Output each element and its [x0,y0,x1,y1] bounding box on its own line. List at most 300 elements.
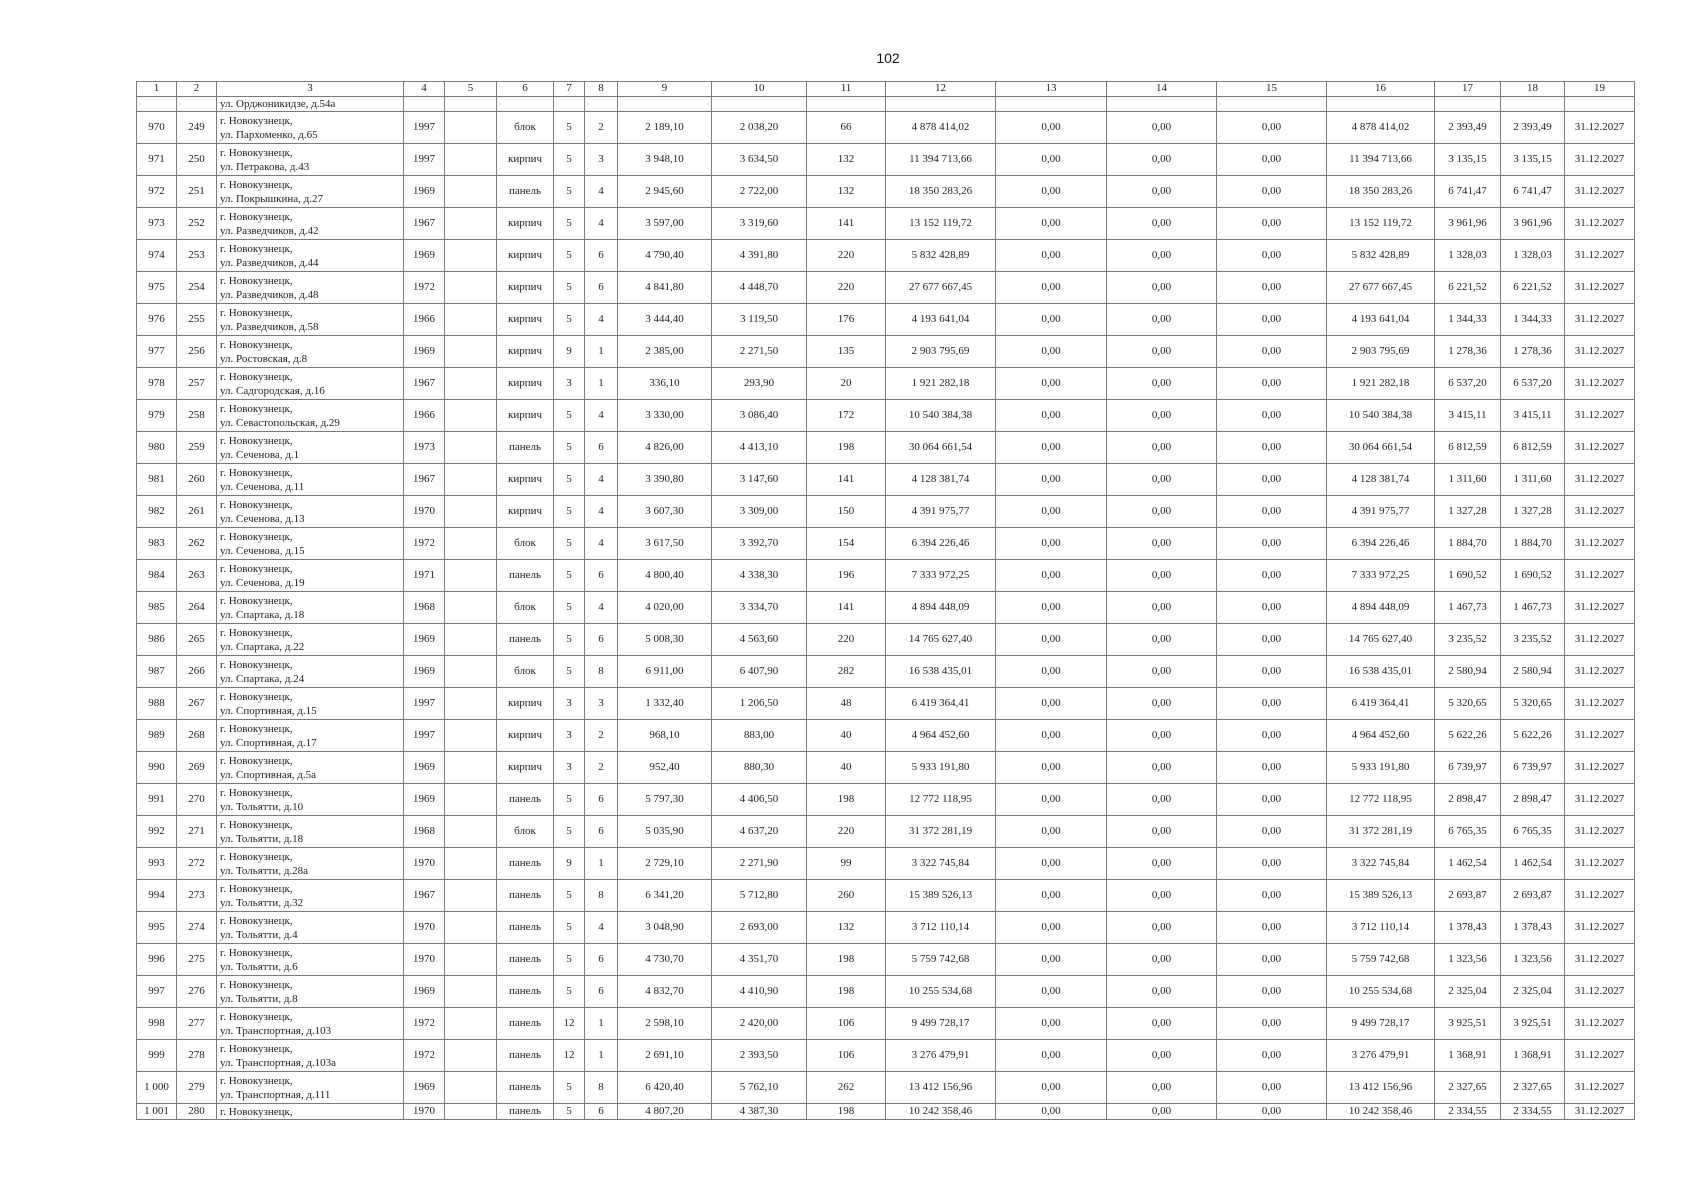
sub-number: 256 [177,336,217,368]
year-built: 1997 [404,144,445,176]
total-area: 3 390,80 [618,464,712,496]
floors: 5 [554,1104,585,1120]
col-15: 0,00 [1217,976,1327,1008]
col-14: 0,00 [1107,528,1217,560]
col-14: 0,00 [1107,912,1217,944]
floors: 3 [554,368,585,400]
address-street: ул. Транспортная, д.111 [220,1088,331,1101]
col-14: 0,00 [1107,432,1217,464]
deadline: 31.12.2027 [1565,976,1635,1008]
total-area: 4 841,80 [618,272,712,304]
sub-number: 253 [177,240,217,272]
living-area: 3 147,60 [712,464,807,496]
table-row [137,976,1635,1008]
column-number-header: 16 [1327,82,1435,97]
wall-material: панель [497,848,554,880]
row-number: 974 [137,240,177,272]
row-number: 990 [137,752,177,784]
col-5 [445,112,497,144]
total-area: 4 730,70 [618,944,712,976]
deadline: 31.12.2027 [1565,240,1635,272]
max-cost-per-sqm: 1 278,36 [1501,336,1565,368]
max-cost-per-sqm: 1 462,54 [1501,848,1565,880]
residents: 141 [807,464,886,496]
residents: 172 [807,400,886,432]
cont-cell [1565,97,1635,112]
column-number-header: 17 [1435,82,1501,97]
entrances: 6 [585,784,618,816]
living-area: 4 406,50 [712,784,807,816]
col-16: 3 712 110,14 [1327,912,1435,944]
col-13: 0,00 [996,1008,1107,1040]
wall-material: кирпич [497,368,554,400]
total-area: 6 911,00 [618,656,712,688]
sub-number: 278 [177,1040,217,1072]
residents: 176 [807,304,886,336]
table-row [137,784,1635,816]
total-area: 4 790,40 [618,240,712,272]
total-cost: 30 064 661,54 [886,432,996,464]
sub-number: 277 [177,1008,217,1040]
residents: 260 [807,880,886,912]
max-cost-per-sqm: 6 765,35 [1501,816,1565,848]
entrances: 8 [585,656,618,688]
total-area: 4 800,40 [618,560,712,592]
col-5 [445,368,497,400]
max-cost-per-sqm: 6 221,52 [1501,272,1565,304]
living-area: 4 387,30 [712,1104,807,1120]
deadline: 31.12.2027 [1565,1008,1635,1040]
col-14: 0,00 [1107,464,1217,496]
address-city: г. Новокузнецк, [220,178,293,191]
col-14: 0,00 [1107,1008,1217,1040]
entrances: 4 [585,208,618,240]
deadline: 31.12.2027 [1565,176,1635,208]
address-street: ул. Тольятти, д.10 [220,800,304,813]
col-14: 0,00 [1107,816,1217,848]
column-number-header: 12 [886,82,996,97]
address-street: ул. Спортивная, д.17 [220,736,317,749]
address-street: ул. Тольятти, д.18 [220,832,304,845]
wall-material: панель [497,1040,554,1072]
residents: 141 [807,208,886,240]
col-14: 0,00 [1107,592,1217,624]
col-16: 13 152 119,72 [1327,208,1435,240]
deadline: 31.12.2027 [1565,208,1635,240]
cost-per-sqm: 1 467,73 [1435,592,1501,624]
address-street: ул. Сеченова, д.11 [220,480,305,493]
year-built: 1970 [404,496,445,528]
col-15: 0,00 [1217,400,1327,432]
residents: 282 [807,656,886,688]
table-row [137,528,1635,560]
deadline: 31.12.2027 [1565,784,1635,816]
residents: 198 [807,784,886,816]
residents: 106 [807,1008,886,1040]
floors: 5 [554,496,585,528]
sub-number: 280 [177,1104,217,1120]
entrances: 8 [585,1072,618,1104]
total-cost: 31 372 281,19 [886,816,996,848]
col-14: 0,00 [1107,368,1217,400]
row-number: 977 [137,336,177,368]
year-built: 1997 [404,720,445,752]
residents: 99 [807,848,886,880]
living-area: 5 762,10 [712,1072,807,1104]
address-street: ул. Разведчиков, д.58 [220,320,319,333]
living-area: 3 119,50 [712,304,807,336]
cont-cell [497,97,554,112]
address-street: ул. Сеченова, д.1 [220,448,300,461]
year-built: 1997 [404,112,445,144]
cost-per-sqm: 3 415,11 [1435,400,1501,432]
living-area: 4 338,30 [712,560,807,592]
address [217,560,404,592]
col-16: 7 333 972,25 [1327,560,1435,592]
table-row [137,880,1635,912]
sub-number: 250 [177,144,217,176]
cost-per-sqm: 2 393,49 [1435,112,1501,144]
living-area: 4 563,60 [712,624,807,656]
total-cost: 4 193 641,04 [886,304,996,336]
sub-number: 275 [177,944,217,976]
col-15: 0,00 [1217,592,1327,624]
col-14: 0,00 [1107,752,1217,784]
col-13: 0,00 [996,912,1107,944]
sub-number: 259 [177,432,217,464]
table-row [137,112,1635,144]
col-15: 0,00 [1217,1104,1327,1120]
col-16: 4 964 452,60 [1327,720,1435,752]
col-16: 14 765 627,40 [1327,624,1435,656]
year-built: 1967 [404,208,445,240]
address-street: ул. Сеченова, д.13 [220,512,305,525]
address-street: ул. Транспортная, д.103 [220,1024,332,1037]
max-cost-per-sqm: 5 622,26 [1501,720,1565,752]
living-area: 4 413,10 [712,432,807,464]
address-city: г. Новокузнецк, [220,1074,293,1087]
col-5 [445,880,497,912]
address-street: ул. Сеченова, д.15 [220,544,305,557]
col-13: 0,00 [996,272,1107,304]
sub-number: 266 [177,656,217,688]
address-city: г. Новокузнецк, [220,562,293,575]
deadline: 31.12.2027 [1565,688,1635,720]
row-number: 982 [137,496,177,528]
year-built: 1967 [404,464,445,496]
address-city: г. Новокузнецк, [220,466,293,479]
max-cost-per-sqm: 1 884,70 [1501,528,1565,560]
col-15: 0,00 [1217,496,1327,528]
col-15: 0,00 [1217,560,1327,592]
address-street: ул. Тольятти, д.32 [220,896,304,909]
total-area: 4 832,70 [618,976,712,1008]
col-16: 1 921 282,18 [1327,368,1435,400]
table-row [137,1008,1635,1040]
floors: 5 [554,176,585,208]
max-cost-per-sqm: 3 135,15 [1501,144,1565,176]
col-13: 0,00 [996,656,1107,688]
row-number: 992 [137,816,177,848]
col-14: 0,00 [1107,1104,1217,1120]
row-number: 978 [137,368,177,400]
address [217,336,404,368]
address-street: ул. Разведчиков, д.42 [220,224,319,237]
year-built: 1969 [404,624,445,656]
floors: 5 [554,656,585,688]
column-number-header: 18 [1501,82,1565,97]
column-numbers-row [137,82,1635,97]
col-15: 0,00 [1217,240,1327,272]
col-13: 0,00 [996,976,1107,1008]
floors: 5 [554,976,585,1008]
address-city: г. Новокузнецк, [220,338,293,351]
col-14: 0,00 [1107,880,1217,912]
wall-material: кирпич [497,464,554,496]
address [217,112,404,144]
address [217,1040,404,1072]
max-cost-per-sqm: 2 693,87 [1501,880,1565,912]
max-cost-per-sqm: 3 961,96 [1501,208,1565,240]
col-14: 0,00 [1107,656,1217,688]
sub-number: 260 [177,464,217,496]
cost-per-sqm: 1 368,91 [1435,1040,1501,1072]
address-street: ул. Тольятти, д.4 [220,928,298,941]
address [217,912,404,944]
table-row [137,368,1635,400]
year-built: 1969 [404,1072,445,1104]
col-16: 12 772 118,95 [1327,784,1435,816]
deadline: 31.12.2027 [1565,944,1635,976]
address-street: ул. Спортивная, д.5а [220,768,317,781]
address [217,880,404,912]
col-15: 0,00 [1217,464,1327,496]
address-city: г. Новокузнецк, [220,594,293,607]
table-row [137,912,1635,944]
col-13: 0,00 [996,528,1107,560]
column-number-header: 14 [1107,82,1217,97]
row-number: 986 [137,624,177,656]
wall-material: панель [497,176,554,208]
floors: 3 [554,720,585,752]
year-built: 1970 [404,1104,445,1120]
col-5 [445,496,497,528]
floors: 5 [554,144,585,176]
address [217,272,404,304]
sub-number: 276 [177,976,217,1008]
address [217,176,404,208]
total-area: 3 948,10 [618,144,712,176]
total-cost: 27 677 667,45 [886,272,996,304]
year-built: 1967 [404,368,445,400]
row-number: 976 [137,304,177,336]
address-street: ул. Спортивная, д.15 [220,704,317,717]
total-area: 2 385,00 [618,336,712,368]
col-14: 0,00 [1107,688,1217,720]
col-5 [445,528,497,560]
col-15: 0,00 [1217,944,1327,976]
sub-number: 272 [177,848,217,880]
col-15: 0,00 [1217,304,1327,336]
col-16: 10 540 384,38 [1327,400,1435,432]
address-city: г. Новокузнецк, [220,882,293,895]
row-number: 970 [137,112,177,144]
entrances: 4 [585,304,618,336]
wall-material: панель [497,944,554,976]
col-15: 0,00 [1217,880,1327,912]
max-cost-per-sqm: 6 739,97 [1501,752,1565,784]
col-5 [445,720,497,752]
row-number: 973 [137,208,177,240]
deadline: 31.12.2027 [1565,816,1635,848]
col-15: 0,00 [1217,848,1327,880]
col-16: 6 419 364,41 [1327,688,1435,720]
col-14: 0,00 [1107,496,1217,528]
deadline: 31.12.2027 [1565,880,1635,912]
table-row [137,496,1635,528]
col-13: 0,00 [996,432,1107,464]
column-number-header: 7 [554,82,585,97]
table-row [137,560,1635,592]
wall-material: кирпич [497,720,554,752]
wall-material: блок [497,112,554,144]
deadline: 31.12.2027 [1565,496,1635,528]
col-16: 31 372 281,19 [1327,816,1435,848]
col-16: 27 677 667,45 [1327,272,1435,304]
col-13: 0,00 [996,720,1107,752]
cost-per-sqm: 6 741,47 [1435,176,1501,208]
col-15: 0,00 [1217,112,1327,144]
max-cost-per-sqm: 6 537,20 [1501,368,1565,400]
row-number: 997 [137,976,177,1008]
col-16: 3 322 745,84 [1327,848,1435,880]
col-5 [445,784,497,816]
floors: 5 [554,912,585,944]
total-area: 5 035,90 [618,816,712,848]
total-area: 3 048,90 [618,912,712,944]
col-14: 0,00 [1107,848,1217,880]
address-city: г. Новокузнецк, [220,914,293,927]
deadline: 31.12.2027 [1565,624,1635,656]
floors: 5 [554,528,585,560]
living-area: 4 448,70 [712,272,807,304]
column-number-header: 10 [712,82,807,97]
table-row [137,592,1635,624]
floors: 5 [554,624,585,656]
living-area: 4 351,70 [712,944,807,976]
table-row [137,656,1635,688]
deadline: 31.12.2027 [1565,752,1635,784]
col-16: 9 499 728,17 [1327,1008,1435,1040]
living-area: 883,00 [712,720,807,752]
address-city: г. Новокузнецк, [220,498,293,511]
deadline: 31.12.2027 [1565,272,1635,304]
col-16: 15 389 526,13 [1327,880,1435,912]
living-area: 4 391,80 [712,240,807,272]
wall-material: кирпич [497,272,554,304]
living-area: 1 206,50 [712,688,807,720]
max-cost-per-sqm: 3 415,11 [1501,400,1565,432]
row-number: 979 [137,400,177,432]
address [217,400,404,432]
total-area: 3 330,00 [618,400,712,432]
col-13: 0,00 [996,176,1107,208]
residents: 132 [807,912,886,944]
entrances: 4 [585,400,618,432]
entrances: 6 [585,944,618,976]
address-street: ул. Севастопольская, д.29 [220,416,340,429]
wall-material: кирпич [497,688,554,720]
entrances: 3 [585,688,618,720]
table-row [137,464,1635,496]
col-13: 0,00 [996,336,1107,368]
total-cost: 6 419 364,41 [886,688,996,720]
column-number-header: 8 [585,82,618,97]
total-cost: 10 540 384,38 [886,400,996,432]
address-street: ул. Транспортная, д.103а [220,1056,337,1069]
col-14: 0,00 [1107,112,1217,144]
total-cost: 4 964 452,60 [886,720,996,752]
col-14: 0,00 [1107,272,1217,304]
sub-number: 269 [177,752,217,784]
address-street: ул. Покрышкина, д.27 [220,192,324,205]
max-cost-per-sqm: 2 898,47 [1501,784,1565,816]
col-16: 18 350 283,26 [1327,176,1435,208]
column-number-header: 4 [404,82,445,97]
residents: 220 [807,624,886,656]
sub-number: 279 [177,1072,217,1104]
col-13: 0,00 [996,688,1107,720]
col-15: 0,00 [1217,784,1327,816]
col-5 [445,688,497,720]
living-area: 3 086,40 [712,400,807,432]
residents: 198 [807,976,886,1008]
table-row [137,720,1635,752]
row-number: 993 [137,848,177,880]
address [217,1072,404,1104]
address-city: г. Новокузнецк, [220,242,293,255]
table-row [137,944,1635,976]
year-built: 1970 [404,848,445,880]
year-built: 1968 [404,592,445,624]
row-number: 985 [137,592,177,624]
total-cost: 2 903 795,69 [886,336,996,368]
col-15: 0,00 [1217,144,1327,176]
sub-number: 258 [177,400,217,432]
address-street: ул. Садгородская, д.16 [220,384,325,397]
floors: 12 [554,1008,585,1040]
year-built: 1968 [404,816,445,848]
residents: 198 [807,944,886,976]
col-13: 0,00 [996,592,1107,624]
cont-cell [177,97,217,112]
col-14: 0,00 [1107,208,1217,240]
cost-per-sqm: 1 278,36 [1435,336,1501,368]
total-area: 2 729,10 [618,848,712,880]
address-city: г. Новокузнецк, [220,946,293,959]
total-cost: 15 389 526,13 [886,880,996,912]
sub-number: 254 [177,272,217,304]
col-16: 16 538 435,01 [1327,656,1435,688]
col-13: 0,00 [996,464,1107,496]
col-15: 0,00 [1217,432,1327,464]
floors: 5 [554,208,585,240]
col-16: 5 832 428,89 [1327,240,1435,272]
col-15: 0,00 [1217,752,1327,784]
address-city: г. Новокузнецк, [220,434,293,447]
address-city: г. Новокузнецк, [220,786,293,799]
table-row [137,144,1635,176]
